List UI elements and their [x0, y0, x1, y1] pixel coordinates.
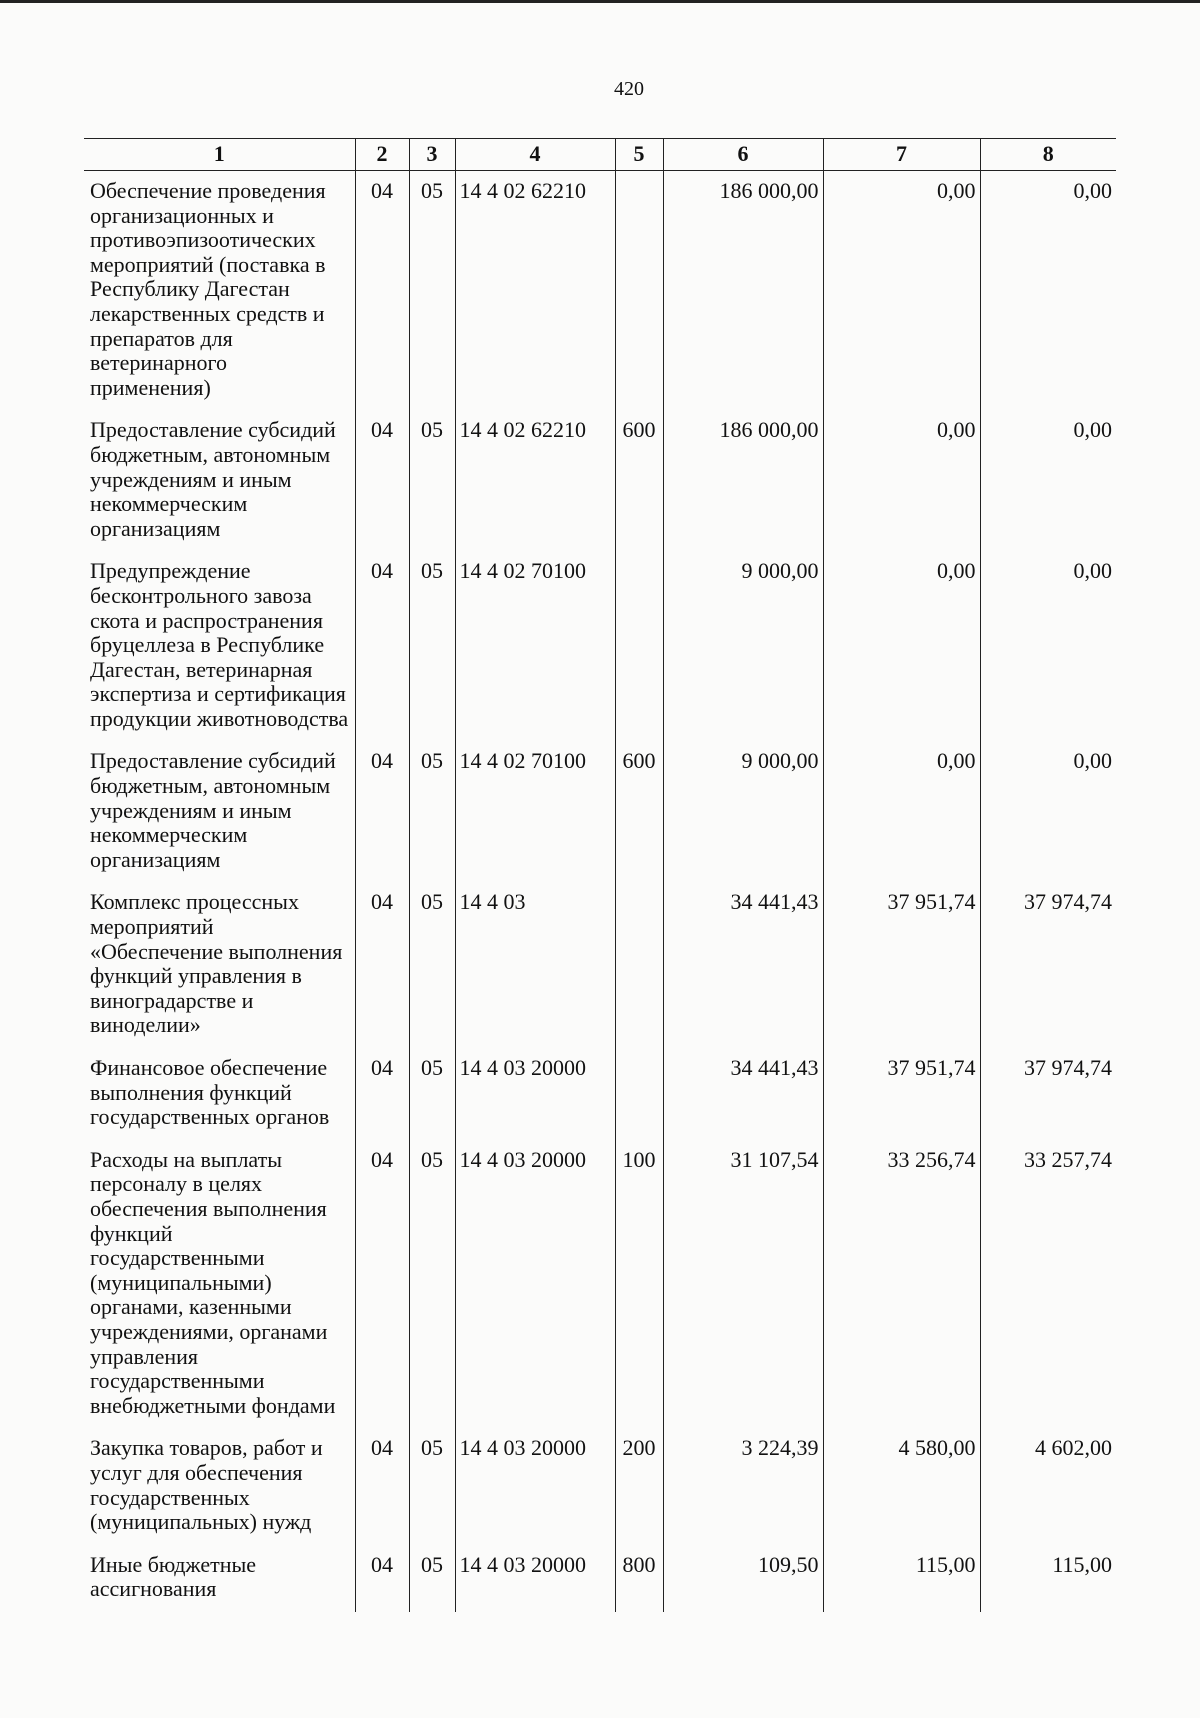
column-header-4: 4 — [455, 139, 615, 171]
row-amount-col8: 37 974,74 — [980, 1048, 1116, 1140]
row-expense-type — [615, 1048, 663, 1140]
row-expense-type — [615, 171, 663, 411]
row-subsection: 05 — [409, 882, 455, 1048]
column-header-6: 6 — [663, 139, 823, 171]
row-name: Комплекс процессных мероприятий «Обеспечение выполнения функций управления в виноградарстве и виноделии» — [90, 889, 343, 1038]
table-row — [84, 1545, 1116, 1612]
table-header — [84, 139, 1116, 171]
row-amount-col7: 37 951,74 — [823, 882, 980, 1048]
row-amount-col8: 0,00 — [980, 410, 1116, 551]
row-amount-col8: 0,00 — [980, 171, 1116, 411]
row-name: Предоставление субсидий бюджетным, автономным учреждениям и иным некоммерческим организациям — [90, 748, 336, 872]
row-amount-col6: 109,50 — [663, 1545, 823, 1612]
row-subsection: 05 — [409, 1428, 455, 1544]
row-expense-type: 200 — [615, 1428, 663, 1544]
row-target-code: 14 4 03 20000 — [455, 1048, 615, 1140]
row-amount-col7: 0,00 — [823, 741, 980, 882]
table-row — [84, 1428, 1116, 1544]
row-section: 04 — [355, 410, 409, 551]
row-target-code: 14 4 02 62210 — [455, 410, 615, 551]
row-target-code: 14 4 03 20000 — [455, 1428, 615, 1544]
row-amount-col7: 33 256,74 — [823, 1140, 980, 1429]
row-target-code: 14 4 02 62210 — [455, 171, 615, 411]
row-target-code: 14 4 03 20000 — [455, 1545, 615, 1612]
row-name: Предупреждение бесконтрольного завоза скота и распространения бруцеллеза в Республике Дагестан, ветеринарная экспертиза и сертификация продукции животноводства — [90, 558, 349, 731]
row-expense-type: 600 — [615, 410, 663, 551]
row-expense-type: 600 — [615, 741, 663, 882]
table-row — [84, 410, 1116, 551]
column-header-3: 3 — [409, 139, 455, 171]
row-amount-col7: 37 951,74 — [823, 1048, 980, 1140]
row-amount-col8: 4 602,00 — [980, 1428, 1116, 1544]
row-amount-col7: 0,00 — [823, 171, 980, 411]
row-amount-col8: 37 974,74 — [980, 882, 1116, 1048]
row-amount-col8: 0,00 — [980, 551, 1116, 741]
row-section: 04 — [355, 1545, 409, 1612]
row-amount-col6: 186 000,00 — [663, 410, 823, 551]
row-expense-type: 800 — [615, 1545, 663, 1612]
row-name: Расходы на выплаты персоналу в целях обеспечения выполнения функций государственными (муниципальными) органами, казенными учреждениями, органами управления государственными внебюджетными фондами — [90, 1146, 336, 1418]
row-subsection: 05 — [409, 551, 455, 741]
row-amount-col8: 0,00 — [980, 741, 1116, 882]
table-row — [84, 171, 1116, 411]
row-expense-type — [615, 551, 663, 741]
table-row — [84, 551, 1116, 741]
budget-table — [84, 138, 1116, 1612]
row-target-code: 14 4 02 70100 — [455, 741, 615, 882]
row-amount-col6: 3 224,39 — [663, 1428, 823, 1544]
column-header-8: 8 — [980, 139, 1116, 171]
table-body — [84, 171, 1116, 1612]
column-header-7: 7 — [823, 139, 980, 171]
column-header-5: 5 — [615, 139, 663, 171]
row-amount-col6: 9 000,00 — [663, 741, 823, 882]
row-amount-col7: 0,00 — [823, 410, 980, 551]
row-amount-col7: 115,00 — [823, 1545, 980, 1612]
row-amount-col7: 4 580,00 — [823, 1428, 980, 1544]
row-section: 04 — [355, 1048, 409, 1140]
row-subsection: 05 — [409, 1048, 455, 1140]
table-row — [84, 741, 1116, 882]
row-subsection: 05 — [409, 741, 455, 882]
row-amount-col6: 34 441,43 — [663, 1048, 823, 1140]
page-number: 420 — [614, 78, 644, 100]
row-name: Закупка товаров, работ и услуг для обеспечения государственных (муниципальных) нужд — [90, 1435, 323, 1535]
row-target-code: 14 4 02 70100 — [455, 551, 615, 741]
column-header-1: 1 — [84, 139, 355, 171]
row-section: 04 — [355, 171, 409, 411]
header-row — [84, 139, 1116, 171]
row-subsection: 05 — [409, 1140, 455, 1429]
table-row — [84, 1048, 1116, 1140]
row-amount-col8: 115,00 — [980, 1545, 1116, 1612]
column-header-2: 2 — [355, 139, 409, 171]
table-row — [84, 1140, 1116, 1429]
table-row — [84, 882, 1116, 1048]
row-name: Иные бюджетные ассигнования — [90, 1551, 257, 1602]
row-subsection: 05 — [409, 171, 455, 411]
row-section: 04 — [355, 1140, 409, 1429]
row-amount-col8: 33 257,74 — [980, 1140, 1116, 1429]
row-name: Предоставление субсидий бюджетным, автономным учреждениям и иным некоммерческим организациям — [90, 417, 336, 541]
page-top-border — [0, 0, 1200, 3]
row-target-code: 14 4 03 — [455, 882, 615, 1048]
row-subsection: 05 — [409, 1545, 455, 1612]
row-expense-type — [615, 882, 663, 1048]
row-amount-col7: 0,00 — [823, 551, 980, 741]
row-section: 04 — [355, 551, 409, 741]
row-amount-col6: 186 000,00 — [663, 171, 823, 411]
row-name: Обеспечение проведения организационных и противоэпизоотических мероприятий (поставка в Республику Дагестан лекарственных средств и препаратов для ветеринарного применения) — [90, 178, 326, 400]
row-target-code: 14 4 03 20000 — [455, 1140, 615, 1429]
row-amount-col6: 31 107,54 — [663, 1140, 823, 1429]
row-subsection: 05 — [409, 410, 455, 551]
row-section: 04 — [355, 1428, 409, 1544]
row-amount-col6: 34 441,43 — [663, 882, 823, 1048]
row-name: Финансовое обеспечение выполнения функций государственных органов — [90, 1055, 330, 1130]
row-amount-col6: 9 000,00 — [663, 551, 823, 741]
row-expense-type: 100 — [615, 1140, 663, 1429]
row-section: 04 — [355, 741, 409, 882]
row-section: 04 — [355, 882, 409, 1048]
